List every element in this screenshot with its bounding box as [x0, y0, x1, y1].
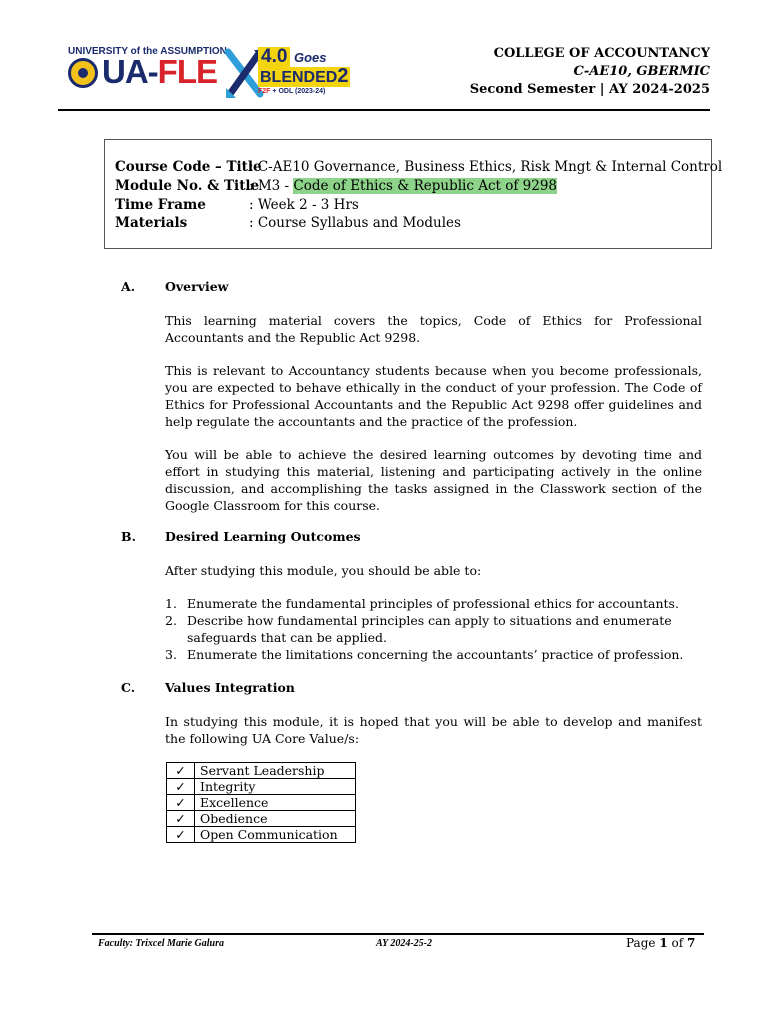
- core-values-table: [166, 762, 356, 843]
- logo-mode: F2F + ODL (2023-24): [258, 88, 326, 95]
- section-title: Desired Learning Outcomes: [165, 529, 361, 544]
- table-row: [167, 763, 356, 779]
- table-row: [167, 827, 356, 843]
- header-course-info: [470, 45, 710, 99]
- logo-university-name: UNIVERSITY of the ASSUMPTION: [68, 46, 227, 57]
- ua-flex-logo: [66, 44, 356, 102]
- time-row: [115, 197, 359, 213]
- materials-label: Materials: [115, 215, 188, 231]
- module-row: [115, 178, 557, 194]
- logo-blended: BLENDED2: [260, 65, 349, 87]
- footer-faculty: Faculty: Trixcel Marie Galura: [98, 938, 225, 949]
- overview-paragraph-2: This is relevant to Accountancy students because when you become professionals, you are expected to behave ethically in the conduct of your profession. The Code of Ethics for Professional Accountants and the Republic Act 9298 offer guidelines and help regulate the accountants and the practice of the profession.: [165, 363, 702, 429]
- list-item: 2. Describe how fundamental principles can apply to situations and enumerate safeguards that can be applied.: [165, 613, 672, 645]
- value-cell: Integrity: [195, 779, 356, 795]
- section-letter: C.: [121, 680, 136, 695]
- module-prefix: : M3 -: [249, 178, 294, 194]
- semester: Second Semester | AY 2024-2025: [469, 82, 710, 97]
- module-label: Module No. & Title: [115, 178, 260, 194]
- time-value: : Week 2 - 3 Hrs: [249, 197, 359, 213]
- course-row: [115, 159, 722, 175]
- section-letter: B.: [121, 529, 136, 544]
- check-icon: ✓: [167, 779, 195, 795]
- university-seal-icon: [68, 58, 98, 88]
- logo-goes: Goes: [294, 50, 327, 65]
- overview-paragraph-3: You will be able to achieve the desired learning outcomes by devoting time and effort in studying this material, listening and participating actively in the online discussion, and accomplishing the tasks assigned in the Classwork section of the Google Classroom for this course.: [165, 447, 702, 513]
- time-label: Time Frame: [115, 197, 206, 213]
- check-icon: ✓: [167, 795, 195, 811]
- outcomes-intro: After studying this module, you should be able to:: [165, 563, 482, 578]
- section-title: Overview: [165, 279, 229, 294]
- check-icon: ✓: [167, 763, 195, 779]
- list-item: 3. Enumerate the limitations concerning the accountants’ practice of profession.: [165, 647, 684, 662]
- course-info-box: [104, 139, 723, 249]
- footer-divider: [92, 933, 704, 935]
- page-number: Page 1 of 7: [626, 936, 696, 950]
- section-a-heading: [121, 279, 229, 294]
- check-icon: ✓: [167, 811, 195, 827]
- values-intro: In studying this module, it is hoped that you will be able to develop and manifest the following UA Core Value/s:: [165, 714, 702, 746]
- outcomes-list: [165, 595, 702, 663]
- value-cell: Open Communication: [195, 827, 356, 843]
- document-header: [0, 0, 768, 112]
- logo-version: 4.0: [258, 47, 290, 67]
- section-letter: A.: [121, 279, 136, 294]
- list-item: 1. Enumerate the fundamental principles of professional ethics for accountants.: [165, 596, 679, 611]
- section-b-heading: [121, 529, 361, 544]
- section-title: Values Integration: [165, 680, 295, 695]
- header-divider: [58, 109, 710, 111]
- module-title-highlight: Code of Ethics & Republic Act of 9298: [293, 178, 557, 194]
- value-cell: Excellence: [195, 795, 356, 811]
- footer-academic-year: AY 2024-25-2: [376, 938, 433, 949]
- materials-value: : Course Syllabus and Modules: [249, 215, 461, 231]
- course-label: Course Code – Title: [115, 159, 262, 175]
- materials-row: [115, 215, 461, 231]
- course-code: C-AE10, GBERMIC: [573, 64, 710, 79]
- logo-brand: UA-FLE: [102, 53, 217, 90]
- college-name: COLLEGE OF ACCOUNTANCY: [493, 46, 710, 61]
- overview-paragraph-1: This learning material covers the topics, Code of Ethics for Professional Accountants and the Republic Act 9298.: [165, 313, 702, 345]
- value-cell: Obedience: [195, 811, 356, 827]
- section-c-heading: [121, 680, 295, 695]
- table-row: [167, 811, 356, 827]
- course-value: : C-AE10 Governance, Business Ethics, Risk Mngt & Internal Control: [249, 159, 723, 175]
- table-row: [167, 795, 356, 811]
- value-cell: Servant Leadership: [195, 763, 356, 779]
- check-icon: ✓: [167, 827, 195, 843]
- table-row: [167, 779, 356, 795]
